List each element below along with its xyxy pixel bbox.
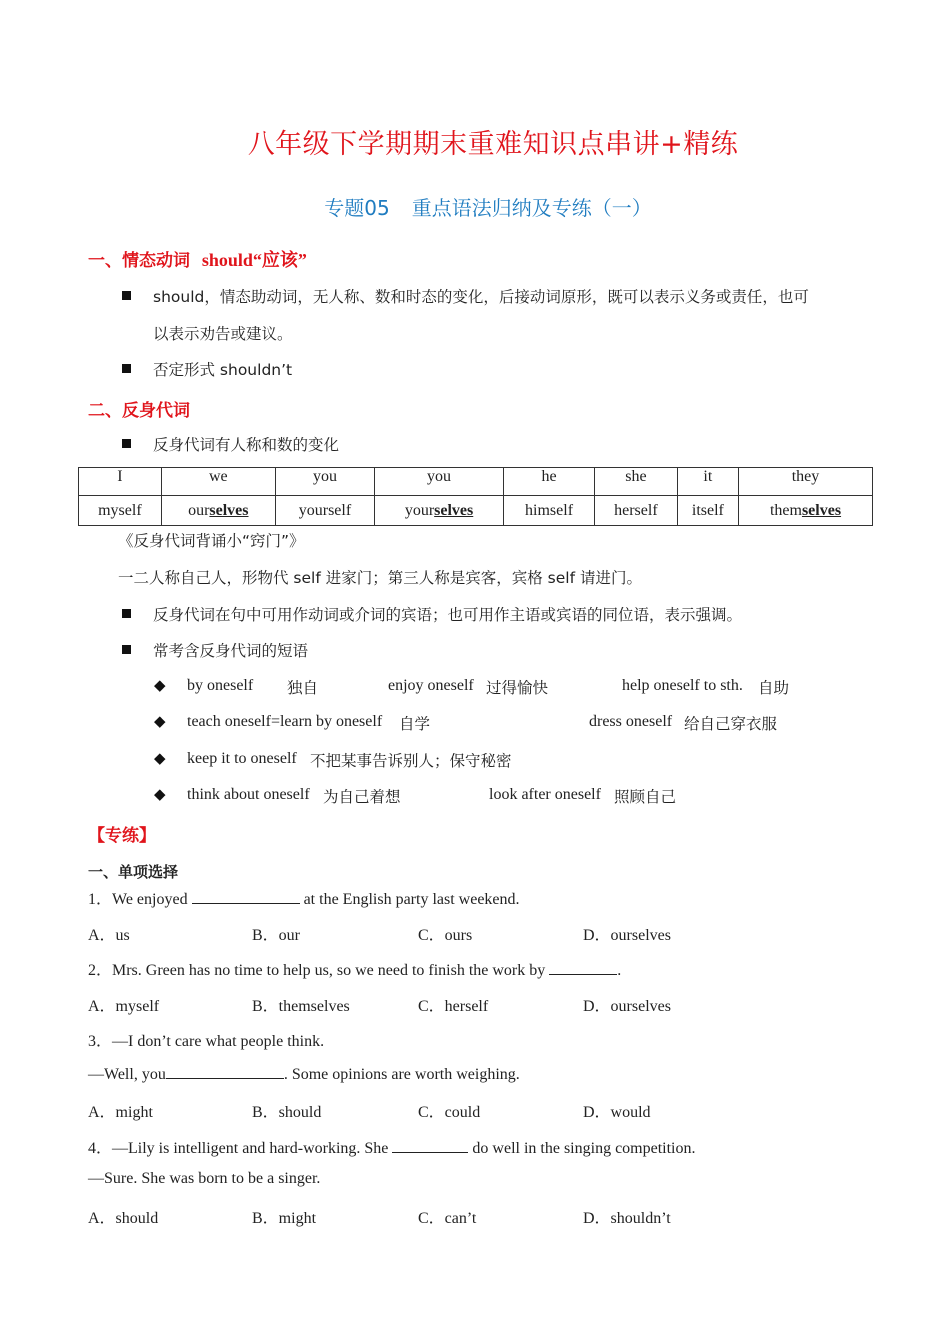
reflexive-phrases-label: 常考含反身代词的短语 bbox=[153, 642, 309, 660]
subtitle-topic-number: 专题05 bbox=[324, 196, 390, 220]
page-title: 八年级下学期期末重难知识点串讲+精练 bbox=[247, 129, 739, 160]
table-cell: herself bbox=[595, 496, 678, 526]
table-cell: you bbox=[375, 468, 504, 496]
rhyme-title: 《反身代词背诵小“窍门”》 bbox=[118, 532, 305, 550]
question-4-line2: —Sure. She was born to be a singer. bbox=[88, 1170, 321, 1187]
should-description-line1: should，情态助动词，无人称、数和时态的变化，后接动词原形，既可以表示义务或责任，也可 bbox=[153, 288, 809, 306]
question-3-line2: —Well, you . Some opinions are worth weighing. bbox=[88, 1066, 520, 1083]
table-cell: they bbox=[739, 468, 873, 496]
table-row-subjects bbox=[79, 468, 873, 496]
practice-part-title: 一、单项选择 bbox=[88, 863, 179, 881]
section-heading-reflexive: 二、反身代词 bbox=[88, 401, 190, 421]
answer-blank bbox=[192, 889, 300, 904]
square-bullet-icon bbox=[122, 364, 131, 373]
option: D．ourselves bbox=[583, 998, 671, 1015]
phrase-zh: 不把某事告诉别人；保守秘密 bbox=[310, 752, 512, 770]
table-cell: themselves bbox=[739, 496, 873, 526]
option: D．shouldn’t bbox=[583, 1210, 671, 1227]
reflexive-usage: 反身代词在句中可用作动词或介词的宾语；也可用作主语或宾语的同位语，表示强调。 bbox=[153, 606, 743, 624]
table-cell: ourselves bbox=[161, 496, 275, 526]
question-2: 2．Mrs. Green has no time to help us, so we need to finish the work by . bbox=[88, 962, 622, 979]
phrase-en: by oneself bbox=[187, 677, 254, 694]
table-cell: you bbox=[275, 468, 374, 496]
square-bullet-icon bbox=[122, 645, 131, 654]
option: B．our bbox=[252, 927, 301, 944]
diamond-bullet-icon: ◆ bbox=[154, 785, 166, 803]
phrase-zh: 独自 bbox=[287, 679, 319, 697]
should-description-line2: 以表示劝告或建议。 bbox=[153, 325, 293, 343]
subtitle-topic-name: 重点语法归纳及专练（一） bbox=[411, 196, 652, 220]
phrase-en: teach oneself=learn by oneself bbox=[187, 713, 383, 730]
option: C．ours bbox=[418, 927, 473, 944]
phrase-zh: 自学 bbox=[399, 715, 431, 733]
section-heading-modal-verb bbox=[88, 246, 307, 272]
should-negative-form: 否定形式 shouldn’t bbox=[153, 361, 293, 379]
table-cell: itself bbox=[677, 496, 738, 526]
answer-blank bbox=[166, 1064, 284, 1079]
table-cell: yourselves bbox=[375, 496, 504, 526]
question-4-line1: 4．—Lily is intelligent and hard-working. She do well in the singing competition. bbox=[88, 1140, 696, 1157]
section-heading-keyword: should“应该” bbox=[201, 250, 307, 270]
table-cell: yourself bbox=[275, 496, 374, 526]
phrase-zh: 为自己着想 bbox=[323, 788, 401, 806]
practice-label: 【专练】 bbox=[88, 826, 156, 846]
option: C．could bbox=[418, 1104, 481, 1121]
phrase-zh: 自助 bbox=[758, 679, 790, 697]
phrase-zh: 照顾自己 bbox=[614, 788, 677, 806]
table-cell: it bbox=[677, 468, 738, 496]
diamond-bullet-icon: ◆ bbox=[154, 749, 166, 767]
page-subtitle bbox=[0, 192, 950, 221]
table-cell: she bbox=[595, 468, 678, 496]
square-bullet-icon bbox=[122, 291, 131, 300]
phrase-en: think about oneself bbox=[187, 786, 310, 803]
table-cell: himself bbox=[504, 496, 595, 526]
option: A．myself bbox=[88, 998, 160, 1015]
phrase-en: look after oneself bbox=[489, 786, 601, 803]
option: B．themselves bbox=[252, 998, 350, 1015]
option: B．might bbox=[252, 1210, 317, 1227]
table-cell: we bbox=[161, 468, 275, 496]
question-1: 1．We enjoyed at the English party last weekend. bbox=[88, 891, 520, 908]
option: C．can’t bbox=[418, 1210, 477, 1227]
option: C．herself bbox=[418, 998, 489, 1015]
rhyme-text: 一二人称自己人，形物代 self 进家门；第三人称是宾客，宾格 self 请进门。 bbox=[118, 569, 642, 587]
option: D．would bbox=[583, 1104, 651, 1121]
section-heading-label: 一、情态动词 bbox=[88, 251, 190, 271]
phrase-zh: 给自己穿衣服 bbox=[684, 715, 778, 733]
table-cell: myself bbox=[79, 496, 162, 526]
reflexive-pronoun-table bbox=[78, 467, 873, 526]
square-bullet-icon bbox=[122, 609, 131, 618]
table-row-reflexives bbox=[79, 496, 873, 526]
phrase-en: help oneself to sth. bbox=[622, 677, 743, 694]
option: A．us bbox=[88, 927, 130, 944]
phrase-en: keep it to oneself bbox=[187, 750, 297, 767]
option: A．might bbox=[88, 1104, 153, 1121]
phrase-en: enjoy oneself bbox=[388, 677, 474, 694]
option: A．should bbox=[88, 1210, 159, 1227]
question-3-line1: 3．—I don’t care what people think. bbox=[88, 1033, 325, 1050]
option: D．ourselves bbox=[583, 927, 671, 944]
answer-blank bbox=[549, 960, 617, 975]
phrase-zh: 过得愉快 bbox=[486, 679, 549, 697]
square-bullet-icon bbox=[122, 439, 131, 448]
answer-blank bbox=[392, 1138, 468, 1153]
table-cell: I bbox=[79, 468, 162, 496]
diamond-bullet-icon: ◆ bbox=[154, 676, 166, 694]
option: B．should bbox=[252, 1104, 322, 1121]
table-cell: he bbox=[504, 468, 595, 496]
phrase-en: dress oneself bbox=[589, 713, 673, 730]
diamond-bullet-icon: ◆ bbox=[154, 712, 166, 730]
reflexive-intro: 反身代词有人称和数的变化 bbox=[153, 436, 340, 454]
